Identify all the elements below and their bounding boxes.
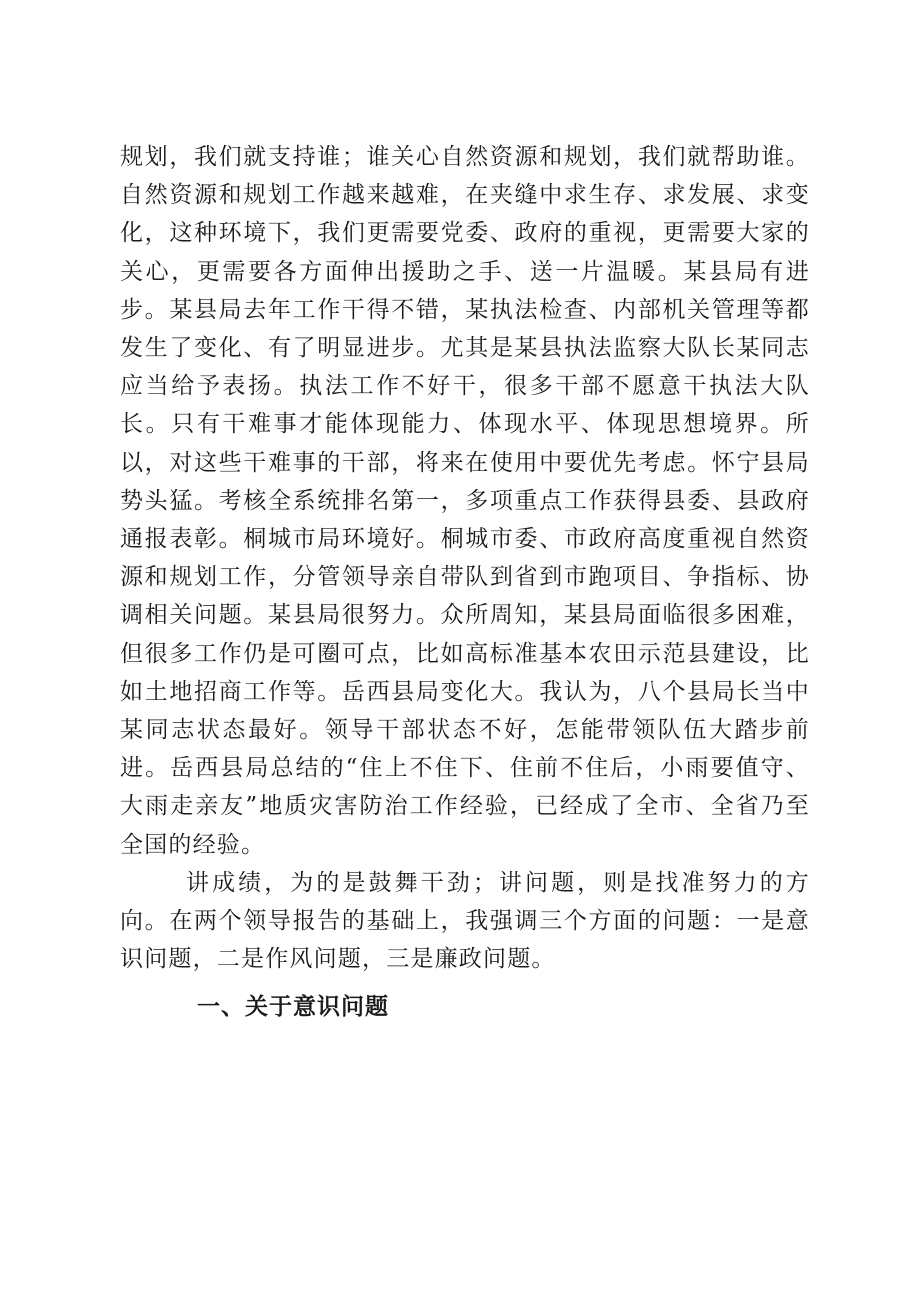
section-heading: 一、关于意识问题 — [197, 994, 389, 1021]
body-paragraph-1: 规划，我们就支持谁；谁关心自然资源和规划，我们就帮助谁。自然资源和规划工作越来越难，在夹缝中求生存、求发展、求变化，这种环境下，我们更需要党委、政府的重视，更需要大家的关心，更需要各方面伸出援助之手、送一片温暖。某县局有进步。某县局去年工作干得不错，某执法检查、内部机关管理等都发生了变化、有了明显进步。尤其是某县执法监察大队长某同志应当给予表扬。执法工作不好干，很多干部不愿意干执法大队长。只有干难事才能体现能力、体现水平、体现思想境界。所以，对这些干难事的干部，将来在使用中要优先考虑。怀宁县局势头猛。考核全系统排名第一，多项重点工作获得县委、县政府通报表彰。桐城市局环境好。桐城市委、市政府高度重视自然资源和规划工作，分管领导亲自带队到省到市跑项目、争指标、协调相关问题。某县局很努力。众所周知，某县局面临很多困难，但很多工作仍是可圈可点，比如高标准基本农田示范县建设，比如土地招商工作等。岳西县局变化大。我认为，八个县局长当中某同志状态最好。领导干部状态不好，怎能带领队伍大踏步前进。岳西县局总结的“住上不住下、住前不住后，小雨要值守、大雨走亲友”地质灾害防治工作经验，已经成了全市、全省乃至全国的经验。 — [120, 144, 810, 858]
document-page — [120, 138, 810, 1030]
body-paragraph-2: 讲成绩，为的是鼓舞干劲；讲问题，则是找准努力的方向。在两个领导报告的基础上，我强调三个方面的问题：一是意识问题，二是作风问题，三是廉政问题。 — [120, 869, 810, 973]
